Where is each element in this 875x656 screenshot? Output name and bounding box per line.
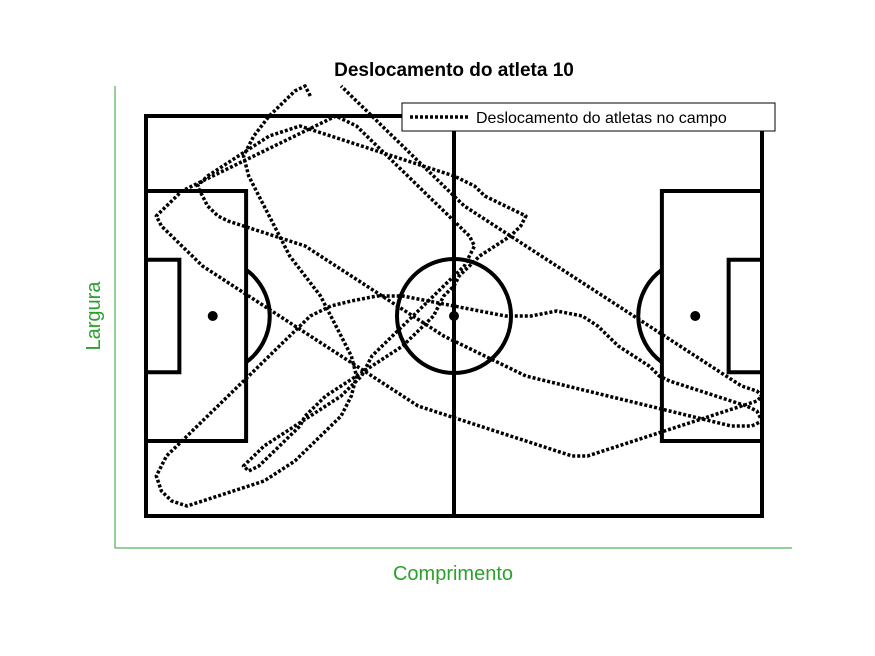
left-penalty-arc — [246, 270, 270, 362]
left-penalty-area — [146, 191, 246, 441]
right-goal-area — [729, 260, 762, 373]
right-penalty-spot — [690, 311, 700, 321]
right-penalty-arc — [638, 270, 662, 362]
right-penalty-area — [662, 191, 762, 441]
legend — [402, 103, 775, 131]
legend-entry: Deslocamento do atletas no campo — [476, 110, 727, 127]
center-spot — [449, 311, 459, 321]
left-goal-area — [146, 260, 179, 373]
y-axis-label: Largura — [83, 281, 105, 351]
left-penalty-spot — [208, 311, 218, 321]
x-axis-label: Comprimento — [392, 563, 514, 585]
chart-title: Deslocamento do atleta 10 — [334, 60, 574, 81]
